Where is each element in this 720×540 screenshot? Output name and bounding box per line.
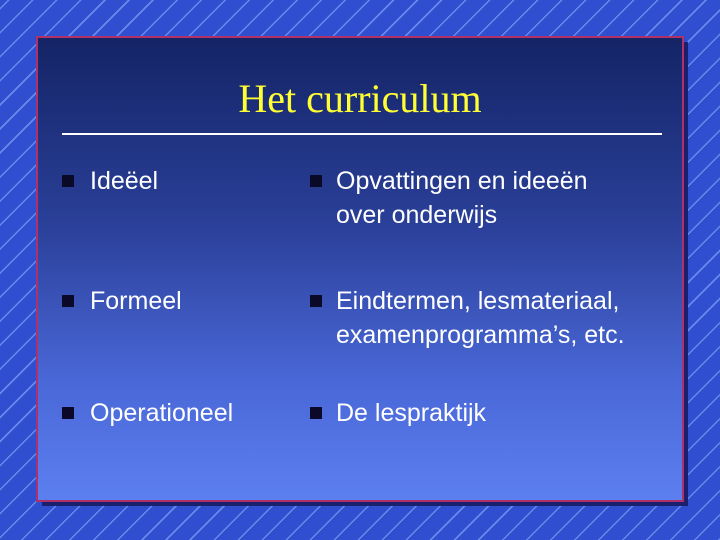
right-item-opvattingen: Opvattingen en ideeën over onderwijs xyxy=(336,167,588,229)
square-bullet-icon xyxy=(310,295,322,307)
left-item-operationeel: Operationeel xyxy=(90,399,234,427)
square-bullet-icon xyxy=(310,407,322,419)
title-divider xyxy=(62,133,662,135)
square-bullet-icon xyxy=(310,175,322,187)
left-item-formeel: Formeel xyxy=(90,287,182,315)
right-item-eindtermen: Eindtermen, lesmateriaal, examenprogramma’s, etc. xyxy=(336,287,625,349)
slide xyxy=(36,36,684,502)
square-bullet-icon xyxy=(62,407,74,419)
slide-title: Het curriculum xyxy=(238,76,482,121)
right-item-lespraktijk: De lespraktijk xyxy=(336,399,487,427)
square-bullet-icon xyxy=(62,295,74,307)
left-item-ideeel: Ideëel xyxy=(90,167,159,195)
square-bullet-icon xyxy=(62,175,74,187)
